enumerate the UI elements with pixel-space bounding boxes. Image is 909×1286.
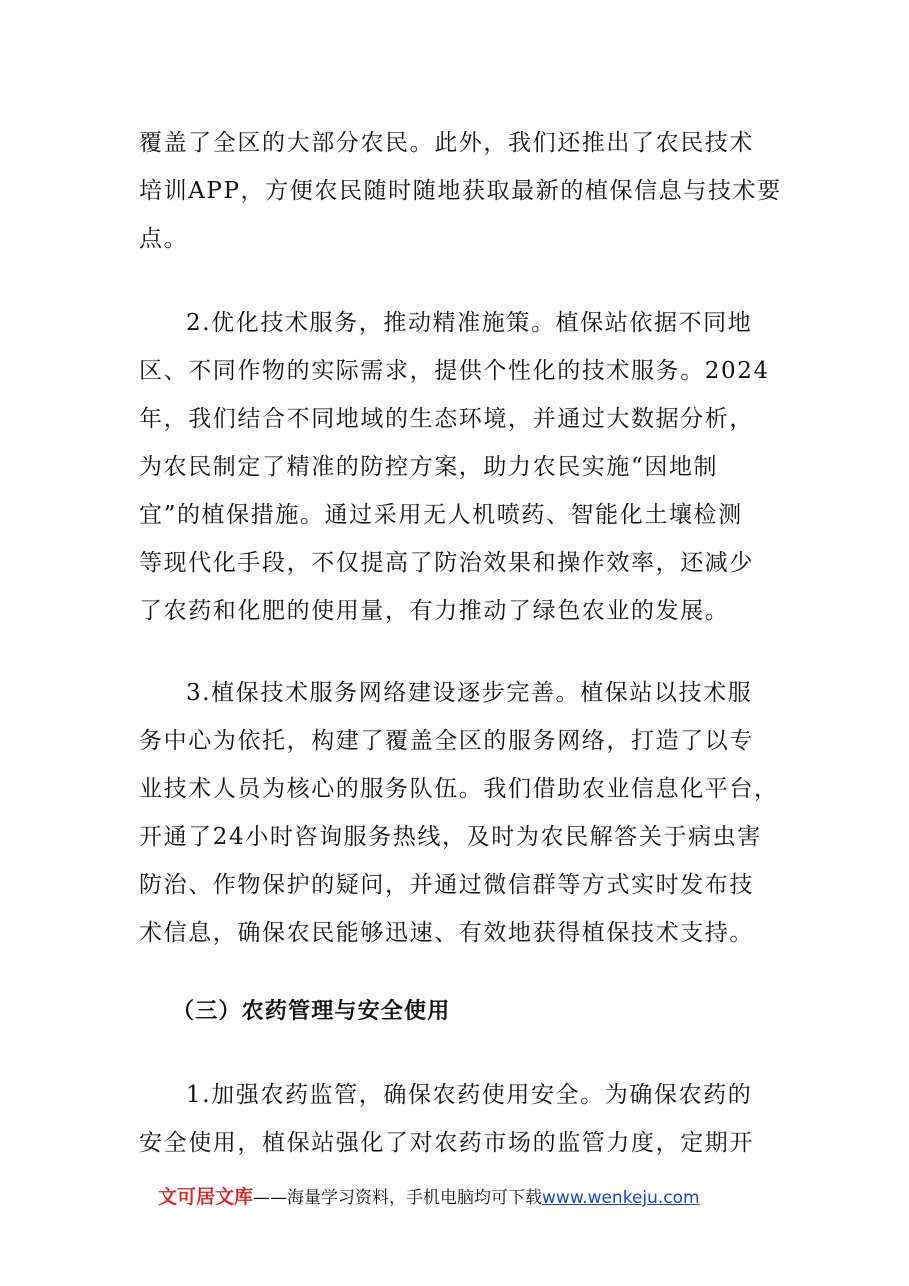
- paragraph-line: 区、不同作物的实际需求，提供个性化的技术服务。2024: [139, 358, 770, 384]
- paragraph-line: 等现代化手段，不仅提高了防治效果和操作效率，还减少: [139, 550, 754, 576]
- paragraph-line: 了农药和化肥的使用量，有力推动了绿色农业的发展。: [139, 598, 730, 624]
- paragraph-line: 宜”的植保措施。通过采用无人机喷药、智能化土壤检测: [139, 502, 743, 528]
- footer-url-link[interactable]: www.wenkeju.com: [542, 1188, 700, 1208]
- paragraph-line: 1.加强农药监管，确保农药使用安全。为确保农药的: [186, 1082, 753, 1108]
- footer-tagline: ——海量学习资料，手机电脑均可下载: [253, 1188, 543, 1208]
- paragraph-line: 点。: [139, 226, 189, 252]
- paragraph-line: 为农民制定了精准的防控方案，助力农民实施“因地制: [139, 454, 719, 480]
- paragraph-line: 务中心为依托，构建了覆盖全区的服务网络，打造了以专: [139, 728, 754, 754]
- paragraph-line: 安全使用，植保站强化了对农药市场的监管力度，定期开: [139, 1130, 754, 1156]
- section-heading: （三）农药管理与安全使用: [172, 999, 451, 1024]
- footer-banner: [158, 1182, 700, 1209]
- paragraph-line: 3.植保技术服务网络建设逐步完善。植保站以技术服: [186, 680, 753, 706]
- footer-brand: 文可居文库: [158, 1186, 254, 1208]
- paragraph-line: 业技术人员为核心的服务队伍。我们借助农业信息化平台，: [139, 776, 779, 802]
- paragraph-line: 2.优化技术服务，推动精准施策。植保站依据不同地: [186, 310, 753, 336]
- paragraph-line: 术信息，确保农民能够迅速、有效地获得植保技术支持。: [139, 920, 754, 946]
- paragraph-line: 培训APP，方便农民随时随地获取最新的植保信息与技术要: [139, 178, 782, 204]
- paragraph-line: 防治、作物保护的疑问，并通过微信群等方式实时发布技: [139, 872, 754, 898]
- paragraph-line: 年，我们结合不同地域的生态环境，并通过大数据分析，: [139, 406, 754, 432]
- paragraph-line: 开通了24小时咨询服务热线，及时为农民解答关于病虫害: [139, 824, 762, 850]
- paragraph-line: 覆盖了全区的大部分农民。此外，我们还推出了农民技术: [139, 130, 754, 156]
